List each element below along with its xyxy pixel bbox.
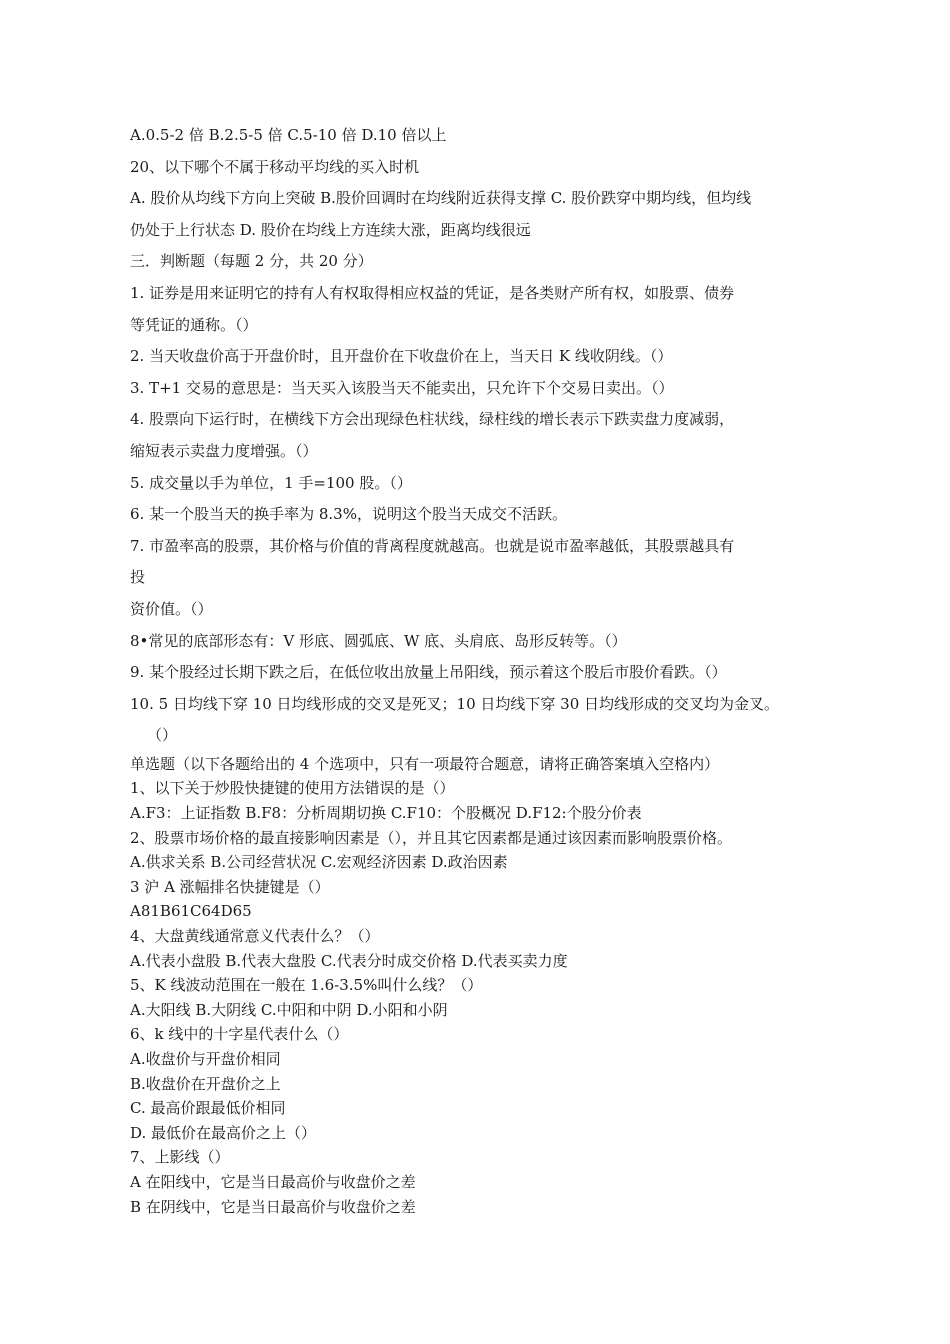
- text-line: 等凭证的通称。（）: [130, 315, 258, 334]
- text-line: 20、以下哪个不属于移动平均线的买入时机: [130, 157, 420, 176]
- text-line: 4. 股票向下运行时，在横线下方会出现绿色柱状线，绿柱线的增长表示下跌卖盘力度减弱，: [130, 410, 735, 429]
- text-line: 5. 成交量以手为单位，1 手=100 股。（）: [130, 473, 412, 492]
- text-line: 9. 某个股经过长期下跌之后，在低位收出放量上吊阳线，预示着这个股后市股价看跌。（）: [130, 663, 727, 682]
- text-line: 仍处于上行状态 D. 股价在均线上方连续大涨，距离均线很远: [130, 220, 531, 239]
- text-line: D. 最低价在最高价之上（）: [130, 1123, 317, 1142]
- text-line: 4、大盘黄线通常意义代表什么？（）: [130, 927, 380, 946]
- text-line: A.代表小盘股 B.代表大盘股 C.代表分时成交价格 D.代表买卖力度: [130, 951, 568, 970]
- text-line: 5、K 线波动范围在一般在 1.6-3.5%叫什么线？（）: [130, 976, 483, 995]
- text-line: 6、k 线中的十字星代表什么（）: [130, 1025, 349, 1044]
- text-line: 10. 5 日均线下穿 10 日均线形成的交叉是死叉；10 日均线下穿 30 日均线形成的交叉均为金叉。: [130, 694, 780, 713]
- text-line: 8•常见的底部形态有：V 形底、圆弧底、W 底、头肩底、岛形反转等。（）: [130, 631, 627, 650]
- text-line: 3 沪 A 涨幅排名快捷键是（）: [130, 877, 330, 896]
- text-line: 2、股票市场价格的最直接影响因素是（），并且其它因素都是通过该因素而影响股票价格。: [130, 828, 733, 847]
- text-line: （）: [147, 726, 178, 745]
- judgement-section: [130, 120, 830, 752]
- text-line: A.0.5-2 倍 B.2.5-5 倍 C.5-10 倍 D.10 倍以上: [130, 126, 447, 144]
- single-choice-section: [130, 752, 830, 1219]
- text-line: A.大阳线 B.大阴线 C.中阳和中阴 D.小阳和小阴: [130, 1000, 448, 1019]
- text-line: C. 最高价跟最低价相同: [130, 1099, 286, 1118]
- text-line: 6. 某一个股当天的换手率为 8.3%，说明这个股当天成交不活跃。: [130, 505, 567, 524]
- document-body: [130, 120, 830, 1219]
- text-line: 7、上影线（）: [130, 1148, 230, 1167]
- text-line: 2. 当天收盘价高于开盘价时，且开盘价在下收盘价在上，当天日 K 线收阴线。（）: [130, 347, 673, 366]
- text-line: A 在阳线中，它是当日最高价与收盘价之差: [130, 1172, 416, 1191]
- text-line: 资价值。（）: [130, 599, 213, 618]
- section-heading: 单选题（以下各题给出的 4 个选项中，只有一项最符合题意，请将正确答案填入空格内）: [130, 754, 720, 773]
- text-line: A81B61C64D65: [130, 902, 252, 921]
- text-line: 1、以下关于炒股快捷键的使用方法错误的是（）: [130, 779, 455, 798]
- text-line: B.收盘价在开盘价之上: [130, 1074, 281, 1093]
- section-heading: 三．判断题（每题 2 分，共 20 分）: [130, 252, 373, 271]
- text-line: A.F3：上证指数 B.F8：分析周期切换 C.F10：个股概况 D.F12:个股分价表: [130, 804, 642, 823]
- text-line: 1. 证券是用来证明它的持有人有权取得相应权益的凭证，是各类财产所有权，如股票、债券: [130, 283, 735, 302]
- text-line: 3. T+1 交易的意思是：当天买入该股当天不能卖出，只允许下个交易日卖出。（）: [130, 378, 674, 397]
- text-line: A. 股价从均线下方向上突破 B.股价回调时在均线附近获得支撑 C. 股价跌穿中期均线，但均线: [130, 189, 752, 208]
- text-line: 缩短表示卖盘力度增强。（）: [130, 441, 318, 460]
- text-line: 7. 市盈率高的股票，其价格与价值的背离程度就越高。也就是说市盈率越低，其股票越具有: [130, 536, 735, 555]
- text-line: B 在阴线中，它是当日最高价与收盘价之差: [130, 1197, 416, 1216]
- text-line: 投: [130, 568, 146, 587]
- text-line: A.供求关系 B.公司经营状况 C.宏观经济因素 D.政治因素: [130, 853, 508, 872]
- text-line: A.收盘价与开盘价相同: [130, 1050, 281, 1068]
